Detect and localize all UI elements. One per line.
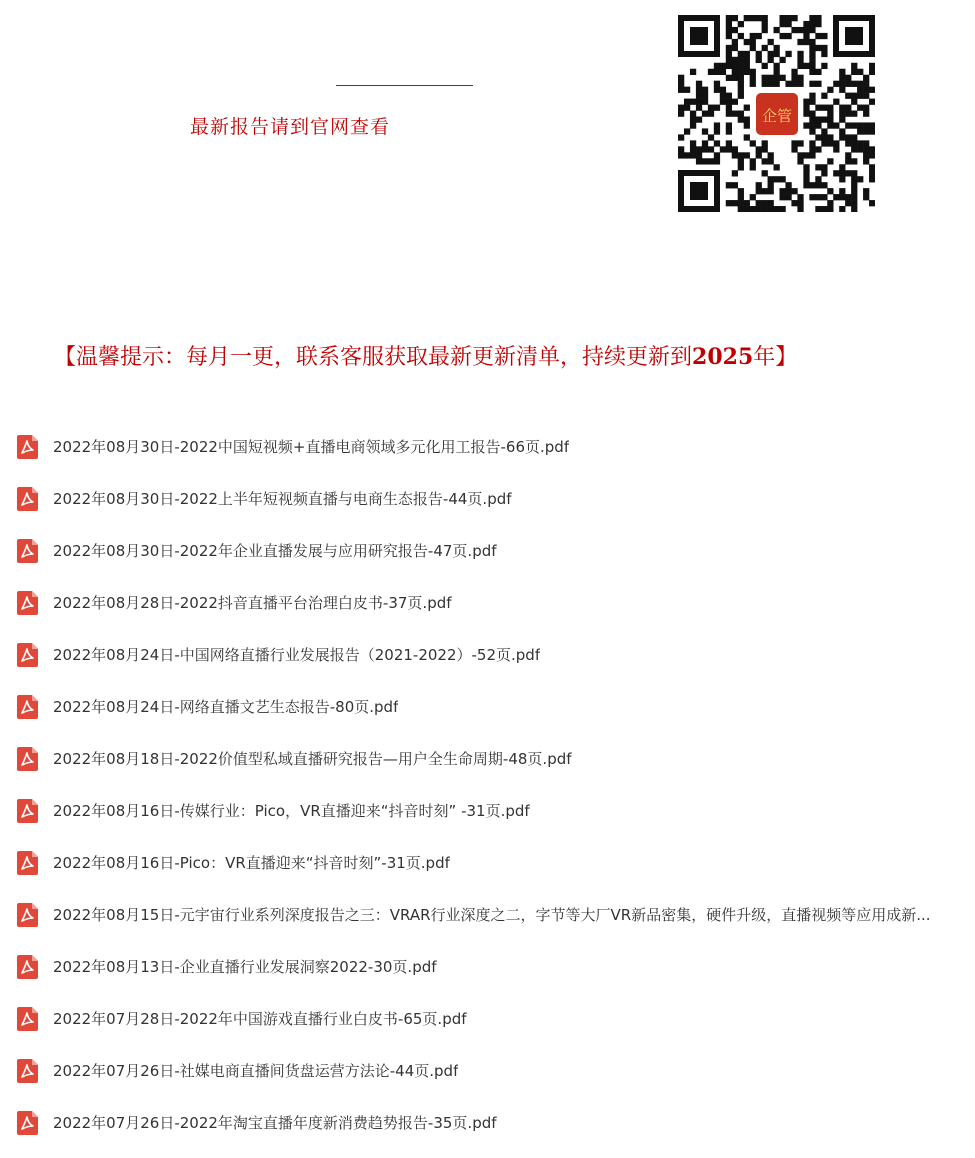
pdf-file-icon xyxy=(17,851,38,875)
qr-logo-icon xyxy=(752,89,802,139)
file-list-item[interactable] xyxy=(17,1002,967,1054)
promo-text[interactable]: 最新报告请到官网查看 xyxy=(190,116,391,138)
pdf-file-icon xyxy=(17,487,38,511)
file-list-item[interactable] xyxy=(17,742,967,794)
tip-prefix: 【温馨提示：每月一更，联系客服获取最新更新清单，持续更新到 xyxy=(54,345,693,370)
file-list-item[interactable] xyxy=(17,846,967,898)
tip-year: 2025 xyxy=(692,344,754,370)
pdf-file-icon xyxy=(17,539,38,563)
pdf-file-icon xyxy=(17,695,38,719)
file-name: 2022年07月28日-2022年中国游戏直播行业白皮书-65页.pdf xyxy=(53,1010,467,1028)
file-name: 2022年08月28日-2022抖音直播平台治理白皮书-37页.pdf xyxy=(53,594,452,612)
file-name: 2022年08月30日-2022中国短视频+直播电商领域多元化用工报告-66页.pdf xyxy=(53,438,570,456)
pdf-file-icon xyxy=(17,799,38,823)
file-list-item[interactable] xyxy=(17,690,967,742)
file-list-item[interactable] xyxy=(17,534,967,586)
pdf-file-icon xyxy=(17,955,38,979)
file-list-item[interactable] xyxy=(17,430,967,482)
file-list-item[interactable] xyxy=(17,898,967,950)
file-list-item[interactable] xyxy=(17,1054,967,1106)
pdf-file-icon xyxy=(17,1111,38,1135)
file-name: 2022年07月26日-社媒电商直播间货盘运营方法论-44页.pdf xyxy=(53,1062,459,1080)
pdf-file-icon xyxy=(17,435,38,459)
qr-code xyxy=(678,15,875,212)
file-list-item[interactable] xyxy=(17,950,967,1002)
file-list-item[interactable] xyxy=(17,482,967,534)
file-list-item[interactable] xyxy=(17,794,967,846)
file-list-item[interactable] xyxy=(17,586,967,638)
file-name: 2022年08月30日-2022年企业直播发展与应用研究报告-47页.pdf xyxy=(53,542,497,560)
pdf-file-icon xyxy=(17,903,38,927)
file-list-item[interactable] xyxy=(17,1106,967,1158)
link-underline xyxy=(336,85,473,86)
file-name: 2022年08月24日-网络直播文艺生态报告-80页.pdf xyxy=(53,698,399,716)
qr-logo-text: 企管 xyxy=(761,107,793,125)
file-name: 2022年08月18日-2022价值型私域直播研究报告—用户全生命周期-48页.pdf xyxy=(53,750,572,768)
file-name: 2022年08月16日-Pico：VR直播迎来“抖音时刻”-31页.pdf xyxy=(53,854,450,872)
file-name: 2022年08月30日-2022上半年短视频直播与电商生态报告-44页.pdf xyxy=(53,490,512,508)
pdf-file-icon xyxy=(17,643,38,667)
file-name: 2022年08月24日-中国网络直播行业发展报告（2021-2022）-52页.pdf xyxy=(53,646,541,664)
pdf-file-icon xyxy=(17,1059,38,1083)
pdf-file-icon xyxy=(17,1007,38,1031)
tip-suffix: 年】 xyxy=(753,345,798,370)
file-list xyxy=(17,430,967,1158)
file-name: 2022年08月16日-传媒行业：Pico，VR直播迎来“抖音时刻” -31页.pdf xyxy=(53,802,530,820)
file-list-item[interactable] xyxy=(17,638,967,690)
file-name: 2022年08月15日-元宇宙行业系列深度报告之三：VRAR行业深度之二，字节等大厂VR新品密集，硬件升级，直播视频等应用成新... xyxy=(53,906,931,924)
file-name: 2022年08月13日-企业直播行业发展洞察2022-30页.pdf xyxy=(53,958,437,976)
file-name: 2022年07月26日-2022年淘宝直播年度新消费趋势报告-35页.pdf xyxy=(53,1114,497,1132)
pdf-file-icon xyxy=(17,591,38,615)
tip-banner xyxy=(54,340,797,371)
pdf-file-icon xyxy=(17,747,38,771)
